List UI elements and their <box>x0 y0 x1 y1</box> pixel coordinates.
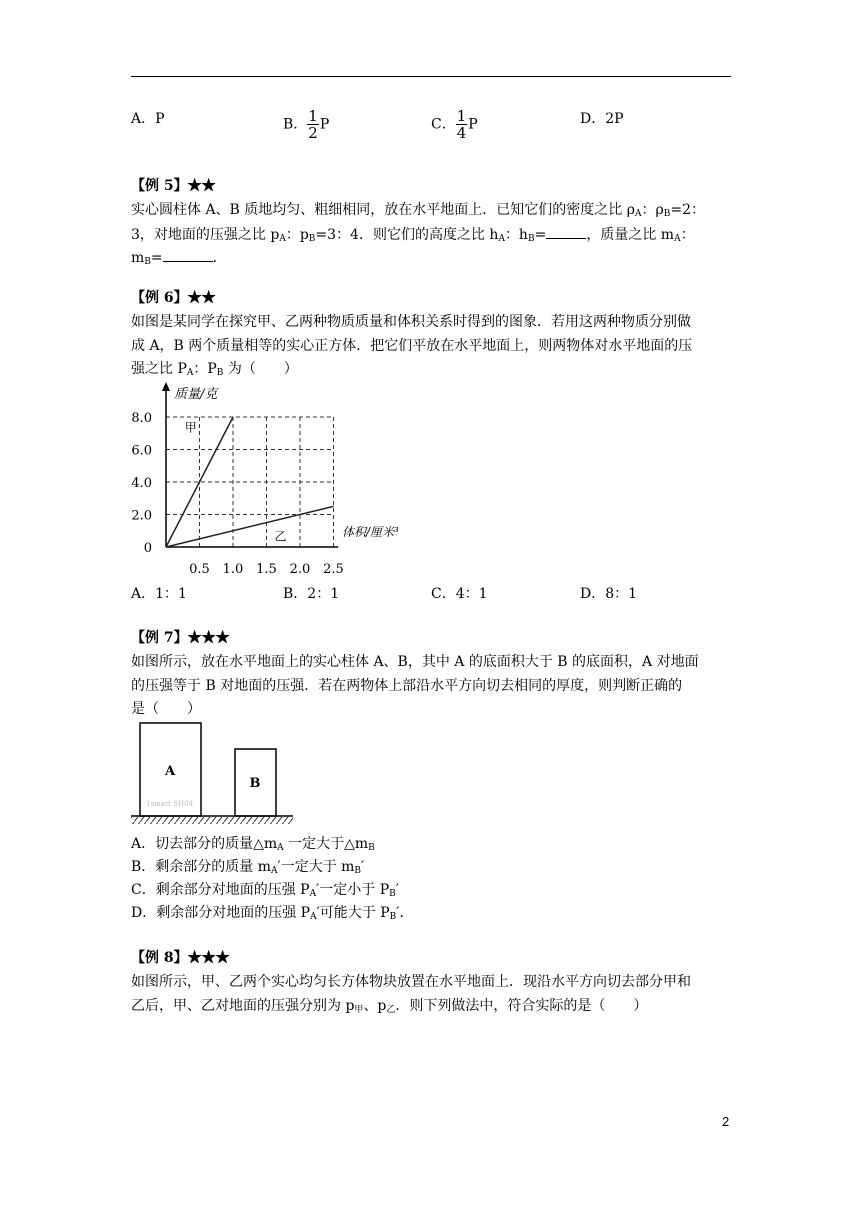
series-label-yi: 乙 <box>274 529 287 544</box>
ex8-heading: 【例 8】★★★ <box>131 950 230 966</box>
x-tick-label: 2.5 <box>323 562 344 577</box>
ex6-heading: 【例 6】★★ <box>131 290 216 306</box>
y-tick-label: 0 <box>143 541 152 556</box>
block-b-label: B <box>249 776 261 791</box>
chart-grid <box>166 417 334 547</box>
ex8-line2: 乙后，甲、乙对地面的压强分别为 $p_甲$、$p_乙$．则下列做法中，符合实际的是（ ） <box>131 998 648 1015</box>
mass-volume-chart <box>128 380 428 578</box>
ex6-option-d: D．8：1 <box>580 586 638 602</box>
fraction-half: $\frac{1}{2}$ <box>308 107 318 142</box>
x-tick-label: 2.0 <box>289 562 311 577</box>
ex5-heading: 【例 5】★★ <box>131 178 216 194</box>
q4-option-b: B． $\frac{1}{2}$ P <box>283 107 330 142</box>
fraction-quarter: $\frac{1}{4}$ <box>456 107 467 142</box>
series-line-2 <box>166 506 334 547</box>
ex6-option-b: B．2：1 <box>283 586 340 602</box>
y-axis-label: 质量/克 <box>174 387 218 402</box>
ex7-line1: 如图所示，放在水平地面上的实心柱体 A、B，其中 A 的底面积大于 B 的底面积，A 对地面 <box>131 654 699 670</box>
y-tick-label: 8.0 <box>131 411 152 426</box>
header-rule <box>131 76 731 77</box>
ex7-line2: 的压强等于 B 对地面的压强．若在两物体上部沿水平方向切去相同的厚度，则判断正确的 <box>131 678 683 694</box>
ex7-option-c: C．剩余部分对地面的压强 $P_A'$一定小于 $P_B'$ <box>131 882 399 899</box>
mass-ratio-blank[interactable] <box>163 247 213 262</box>
ex6-option-c: C．4：1 <box>431 586 488 602</box>
ex7-line3: 是（ ） <box>131 701 201 717</box>
ex5-line3: $m_B=$ ． <box>131 247 227 272</box>
ex5-line2: 3，对地面的压强之比 $p_A$：$p_B=3$：4．则它们的高度之比 $h_A$：$h_B=$ ，质量之比 $m_A$： <box>131 224 695 249</box>
x-tick-label: 1.5 <box>256 562 277 577</box>
height-ratio-blank[interactable] <box>546 224 586 239</box>
ex7-option-a: A．切去部分的质量$\triangle m_A$ 一定大于$\triangle m_B$ <box>131 836 375 853</box>
x-tick-label: 1.0 <box>222 562 244 577</box>
ground-hatch <box>131 817 293 824</box>
page-number: 2 <box>722 1114 730 1129</box>
block-a-label: A <box>164 764 176 779</box>
blocks-diagram <box>128 718 298 828</box>
y-axis-arrow-icon <box>162 382 170 391</box>
ex6-line2: 成 A，B 两个质量相等的实心正方体．把它们平放在水平地面上，则两物体对水平地面的压 <box>131 338 693 354</box>
x-tick-label: 0.5 <box>189 562 210 577</box>
q4-option-c: C． $\frac{1}{4}$ P <box>431 107 478 142</box>
q4-option-d: D．2P <box>580 111 624 127</box>
ex7-heading: 【例 7】★★★ <box>131 630 230 646</box>
ex6-line3: 强之比 $P_A$：$P_B$ 为（ ） <box>131 361 298 378</box>
watermark: 1smart SH04 <box>146 800 194 808</box>
ex6-option-a: A．1：1 <box>131 586 187 602</box>
ex5-line1: 实心圆柱体 A、B 质地均匀、粗细相同，放在水平地面上．已知它们的密度之比 $\rho_A$：$\rho_B=2$： <box>131 202 705 219</box>
series-label-jia: 甲 <box>184 420 197 435</box>
y-tick-label: 2.0 <box>131 508 152 524</box>
chart-axes <box>162 382 338 547</box>
ex7-option-d: D．剩余部分对地面的压强 $P_A'$可能大于 $P_B'$. <box>131 905 404 922</box>
ex8-line1: 如图所示，甲、乙两个实心均匀长方体物块放置在水平地面上．现沿水平方向切去部分甲和 <box>131 974 691 990</box>
y-tick-label: 4.0 <box>131 476 152 491</box>
q4-option-a: A．P <box>131 111 165 127</box>
x-axis-label: 体积/厘米³ <box>342 525 399 539</box>
y-tick-label: 6.0 <box>131 443 152 459</box>
ex7-option-b: B．剩余部分的质量 $m_A'$一定大于 $m_B'$ <box>131 859 365 876</box>
ex6-line1: 如图是某同学在探究甲、乙两种物质质量和体积关系时得到的图象．若用这两种物质分别做 <box>131 314 691 330</box>
